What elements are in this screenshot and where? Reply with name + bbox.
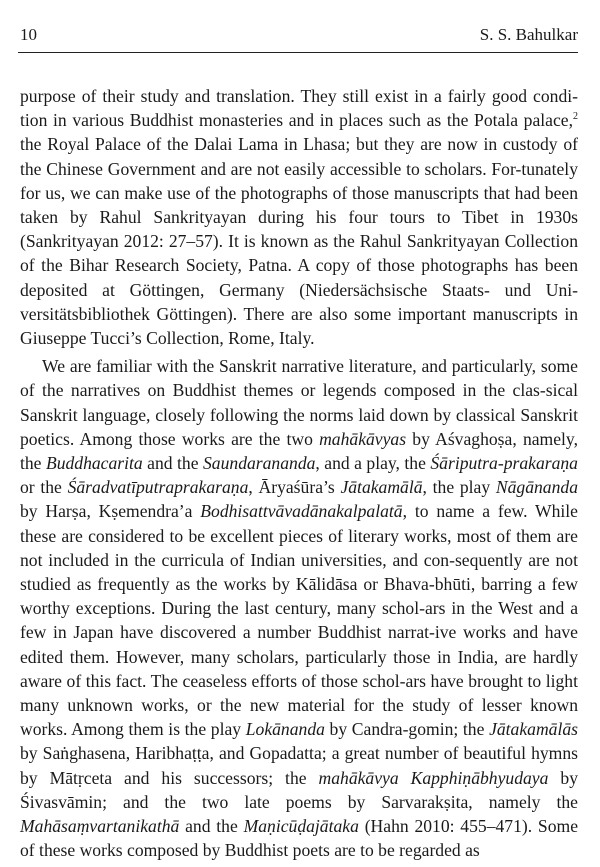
- paragraph-1: [20, 84, 578, 350]
- p2-italic-title: mahākāvyas: [319, 428, 407, 449]
- p2-text: by Śivasvāmin; and the two late poems by Sarvarakṣita, namely the: [20, 767, 578, 812]
- p2-text: or the: [20, 477, 68, 498]
- p2-text: (Hahn 2010: 455–471). Some of these works composed by Buddhist poets are to be regarded as: [20, 816, 578, 861]
- p2-text: by Saṅghasena, Haribhaṭṭa, and Gopadatta; a great number of beautiful hymns by Mātṛceta and his successors; the: [20, 743, 578, 788]
- p2-italic-title: Lokānanda: [245, 719, 325, 740]
- p2-text: and the: [142, 453, 203, 474]
- paragraph-1-text-b: the Royal Palace of the Dalai Lama in Lhasa; but they are now in custody of the Chinese Government and are not easily accessible to scholars. For-tunately for us, we can make use of the photographs of those manuscripts that had been taken by Rahul Sankrityayan during his four tours to Tibet in 1930s (Sankrityayan 2012: 27–57). It is known as the Rahul Sankrityayan Collection of the Bihar Research Society, Patna. A copy of those photographs has been deposited at Göttingen, Germany (Niedersächsische Staats- und Uni-versitätsbibliothek Göttingen). There are also some important manuscripts in Giuseppe Tucci’s Collection, Rome, Italy.: [20, 134, 578, 349]
- page-number: 10: [20, 25, 37, 44]
- p2-text: , Āryaśūra’s: [248, 477, 341, 498]
- p2-italic-title: Bodhisattvāvadānakalpalatā: [200, 501, 403, 522]
- p2-text: We are familiar with the Sanskrit narrative literature, and particularly, some of the narratives on Buddhist themes or legends composed in the clas-sical Sanskrit language, closely following the norms laid down by classical Sanskrit poetics. Among those works are the two: [20, 356, 578, 449]
- p2-text: , and a play, the: [315, 453, 431, 474]
- paragraph-1-text-a: purpose of their study and translation. They still exist in a fairly good condi-tion in various Buddhist monasteries and in places such as the Potala palace,: [20, 86, 578, 131]
- footnote-reference-2[interactable]: 2: [573, 111, 578, 123]
- p2-italic-title: Mahāsaṃvartanikathā: [20, 816, 180, 837]
- p2-italic-title: Buddhacarita: [45, 453, 143, 474]
- p2-italic-title: mahākāvya Kapphiṇābhyudaya: [318, 767, 549, 788]
- p2-italic-title: Maṇicūḍajātaka: [243, 816, 359, 837]
- p2-italic-title: Nāgānanda: [495, 477, 578, 498]
- body-text: [20, 84, 578, 867]
- p2-text: by Aśvaghoṣa, namely, the: [20, 428, 578, 474]
- running-head: S. S. Bahulkar: [479, 25, 578, 44]
- p2-italic-title: Saundarananda: [203, 453, 316, 474]
- p2-text: and the: [179, 816, 244, 837]
- p2-text: , the play: [422, 477, 496, 498]
- p2-text: , to name a few. While these are considered to be excellent pieces of literary works, most of them are not included in the curricula of Indian universities, and con-sequently are not studied as frequently as the works by Kālidāsa or Bhava-bhūti, barring a few worthy exceptions. During the last century, many schol-ars in the West and a few in Japan have discovered a number Buddhist narrat-ive works and have edited them. However, many scholars, particularly those in India, are hardly aware of this fact. The ceaseless efforts of those schol-ars have brought to light many unknown works, or the new material for the study of lesser known works. Among them is the play: [20, 501, 578, 740]
- paragraph-2: [20, 354, 578, 862]
- p2-text: by Candra-gomin; the: [324, 719, 490, 740]
- page-header: [18, 22, 578, 53]
- p2-italic-title: Jātakamālās: [489, 719, 578, 740]
- p2-italic-title: Jātakamālā: [340, 477, 423, 498]
- p2-text: by Harṣa, Kṣemendra’a: [20, 501, 201, 522]
- p2-italic-title: Śāradvatīputraprakaraṇa: [67, 477, 249, 498]
- p2-italic-title: Śāriputra-prakaraṇa: [430, 453, 578, 474]
